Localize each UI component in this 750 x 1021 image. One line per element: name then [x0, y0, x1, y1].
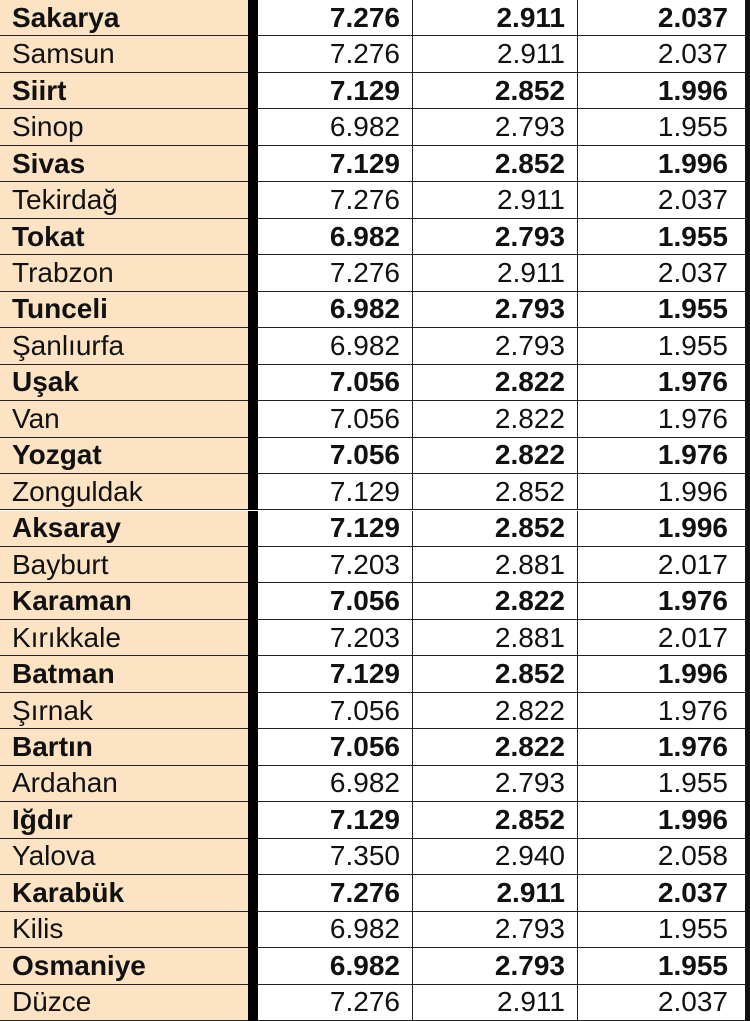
value-cell-3: 1.996 [577, 802, 750, 838]
province-name-cell: Samsun [0, 36, 248, 72]
value-cell-3: 1.955 [577, 219, 750, 255]
province-name-cell: Karabük [0, 875, 248, 911]
column-divider [248, 73, 258, 109]
value-cell-2: 2.822 [412, 401, 577, 437]
value-cell-2: 2.852 [412, 656, 577, 692]
table-row [0, 839, 750, 875]
value-cell-2: 2.822 [412, 438, 577, 474]
value-cell-1: 7.276 [258, 255, 412, 291]
province-name-cell: Düzce [0, 985, 248, 1021]
column-divider [248, 839, 258, 875]
province-name-cell: Sakarya [0, 0, 248, 36]
value-cell-3: 2.037 [577, 255, 750, 291]
value-cell-1: 7.350 [258, 839, 412, 875]
value-cell-2: 2.940 [412, 839, 577, 875]
column-divider [248, 985, 258, 1021]
value-cell-3: 2.017 [577, 547, 750, 583]
province-name-cell: Şanlıurfa [0, 328, 248, 364]
value-cell-3: 1.955 [577, 766, 750, 802]
value-cell-1: 6.982 [258, 328, 412, 364]
table-row [0, 948, 750, 984]
province-name-cell: Bartın [0, 729, 248, 765]
value-cell-3: 1.955 [577, 912, 750, 948]
value-cell-1: 7.129 [258, 511, 412, 547]
value-cell-1: 7.129 [258, 474, 412, 510]
table-row [0, 547, 750, 583]
value-cell-1: 7.056 [258, 365, 412, 401]
column-divider [248, 875, 258, 911]
value-cell-3: 1.996 [577, 73, 750, 109]
province-name-cell: Uşak [0, 365, 248, 401]
table-row [0, 438, 750, 474]
column-divider [248, 36, 258, 72]
value-cell-3: 1.996 [577, 511, 750, 547]
value-cell-3: 1.996 [577, 474, 750, 510]
value-cell-3: 1.976 [577, 401, 750, 437]
value-cell-1: 7.056 [258, 583, 412, 619]
column-divider [248, 693, 258, 729]
table-row [0, 36, 750, 72]
value-cell-1: 6.982 [258, 219, 412, 255]
province-name-cell: Yalova [0, 839, 248, 875]
table-row [0, 693, 750, 729]
value-cell-3: 1.976 [577, 365, 750, 401]
column-divider [248, 948, 258, 984]
column-divider [248, 511, 258, 547]
value-cell-2: 2.852 [412, 73, 577, 109]
province-name-cell: Bayburt [0, 547, 248, 583]
value-cell-1: 6.982 [258, 912, 412, 948]
table-row [0, 802, 750, 838]
column-divider [248, 766, 258, 802]
value-cell-1: 7.056 [258, 401, 412, 437]
column-divider [248, 474, 258, 510]
value-cell-1: 6.982 [258, 292, 412, 328]
table-row [0, 0, 750, 36]
value-cell-3: 1.955 [577, 948, 750, 984]
value-cell-2: 2.822 [412, 583, 577, 619]
value-cell-1: 6.982 [258, 766, 412, 802]
value-cell-3: 2.037 [577, 0, 750, 36]
value-cell-2: 2.881 [412, 620, 577, 656]
column-divider [248, 182, 258, 218]
province-name-cell: Sivas [0, 146, 248, 182]
value-cell-2: 2.793 [412, 766, 577, 802]
province-name-cell: Osmaniye [0, 948, 248, 984]
province-name-cell: Iğdır [0, 802, 248, 838]
value-cell-2: 2.911 [412, 875, 577, 911]
value-cell-1: 6.982 [258, 948, 412, 984]
table-row [0, 620, 750, 656]
value-cell-3: 1.976 [577, 693, 750, 729]
table-row [0, 912, 750, 948]
value-cell-3: 2.037 [577, 985, 750, 1021]
value-cell-2: 2.793 [412, 912, 577, 948]
value-cell-3: 2.017 [577, 620, 750, 656]
value-cell-3: 2.037 [577, 875, 750, 911]
column-divider [248, 328, 258, 364]
table-row [0, 328, 750, 364]
column-divider [248, 802, 258, 838]
value-cell-3: 1.996 [577, 146, 750, 182]
province-name-cell: Sinop [0, 109, 248, 145]
value-cell-1: 7.203 [258, 620, 412, 656]
table-row [0, 73, 750, 109]
value-cell-2: 2.852 [412, 511, 577, 547]
value-cell-3: 1.976 [577, 583, 750, 619]
column-divider [248, 401, 258, 437]
value-cell-3: 1.955 [577, 292, 750, 328]
value-cell-2: 2.852 [412, 146, 577, 182]
value-cell-2: 2.911 [412, 182, 577, 218]
province-name-cell: Tokat [0, 219, 248, 255]
province-name-cell: Yozgat [0, 438, 248, 474]
column-divider [248, 109, 258, 145]
table-row [0, 292, 750, 328]
province-name-cell: Tunceli [0, 292, 248, 328]
province-name-cell: Siirt [0, 73, 248, 109]
column-divider [248, 292, 258, 328]
table-row [0, 109, 750, 145]
value-cell-1: 7.129 [258, 146, 412, 182]
value-cell-1: 7.129 [258, 656, 412, 692]
table-row [0, 401, 750, 437]
column-divider [248, 255, 258, 291]
table-row [0, 474, 750, 510]
column-divider [248, 438, 258, 474]
column-divider [248, 620, 258, 656]
value-cell-1: 7.056 [258, 729, 412, 765]
table-right-border [745, 0, 750, 1021]
value-cell-1: 7.276 [258, 0, 412, 36]
value-cell-2: 2.911 [412, 985, 577, 1021]
column-divider [248, 146, 258, 182]
province-name-cell: Trabzon [0, 255, 248, 291]
province-name-cell: Aksaray [0, 511, 248, 547]
table-row [0, 985, 750, 1021]
province-name-cell: Van [0, 401, 248, 437]
value-cell-1: 7.276 [258, 985, 412, 1021]
table-row [0, 729, 750, 765]
table-row [0, 656, 750, 692]
value-cell-3: 1.955 [577, 109, 750, 145]
value-cell-2: 2.881 [412, 547, 577, 583]
table-row [0, 583, 750, 619]
value-cell-2: 2.852 [412, 474, 577, 510]
table-row [0, 182, 750, 218]
value-cell-2: 2.793 [412, 328, 577, 364]
column-divider [248, 547, 258, 583]
value-cell-2: 2.822 [412, 693, 577, 729]
value-cell-2: 2.852 [412, 802, 577, 838]
value-cell-2: 2.911 [412, 255, 577, 291]
province-name-cell: Şırnak [0, 693, 248, 729]
table-row [0, 255, 750, 291]
value-cell-1: 6.982 [258, 109, 412, 145]
value-cell-1: 7.276 [258, 875, 412, 911]
value-cell-2: 2.793 [412, 292, 577, 328]
value-cell-3: 1.976 [577, 729, 750, 765]
column-divider [248, 219, 258, 255]
value-cell-3: 1.976 [577, 438, 750, 474]
table-row [0, 875, 750, 911]
value-cell-2: 2.793 [412, 219, 577, 255]
value-cell-3: 2.058 [577, 839, 750, 875]
value-cell-3: 1.996 [577, 656, 750, 692]
table-row [0, 146, 750, 182]
value-cell-1: 7.129 [258, 73, 412, 109]
province-name-cell: Tekirdağ [0, 182, 248, 218]
value-cell-1: 7.276 [258, 182, 412, 218]
value-cell-1: 7.056 [258, 438, 412, 474]
value-cell-3: 2.037 [577, 182, 750, 218]
column-divider [248, 583, 258, 619]
province-name-cell: Batman [0, 656, 248, 692]
province-name-cell: Karaman [0, 583, 248, 619]
column-divider [248, 729, 258, 765]
value-cell-1: 7.129 [258, 802, 412, 838]
table-row [0, 511, 750, 547]
table-row [0, 766, 750, 802]
value-cell-2: 2.822 [412, 365, 577, 401]
value-cell-2: 2.793 [412, 109, 577, 145]
value-cell-2: 2.793 [412, 948, 577, 984]
column-divider [248, 365, 258, 401]
column-divider [248, 0, 258, 36]
table-row [0, 219, 750, 255]
value-cell-2: 2.911 [412, 36, 577, 72]
value-cell-1: 7.056 [258, 693, 412, 729]
table-row [0, 365, 750, 401]
value-cell-1: 7.276 [258, 36, 412, 72]
value-cell-2: 2.911 [412, 0, 577, 36]
column-divider [248, 912, 258, 948]
value-cell-2: 2.822 [412, 729, 577, 765]
province-name-cell: Zonguldak [0, 474, 248, 510]
province-name-cell: Kırıkkale [0, 620, 248, 656]
value-cell-3: 2.037 [577, 36, 750, 72]
column-divider [248, 656, 258, 692]
province-name-cell: Kilis [0, 912, 248, 948]
value-cell-3: 1.955 [577, 328, 750, 364]
value-cell-1: 7.203 [258, 547, 412, 583]
province-name-cell: Ardahan [0, 766, 248, 802]
